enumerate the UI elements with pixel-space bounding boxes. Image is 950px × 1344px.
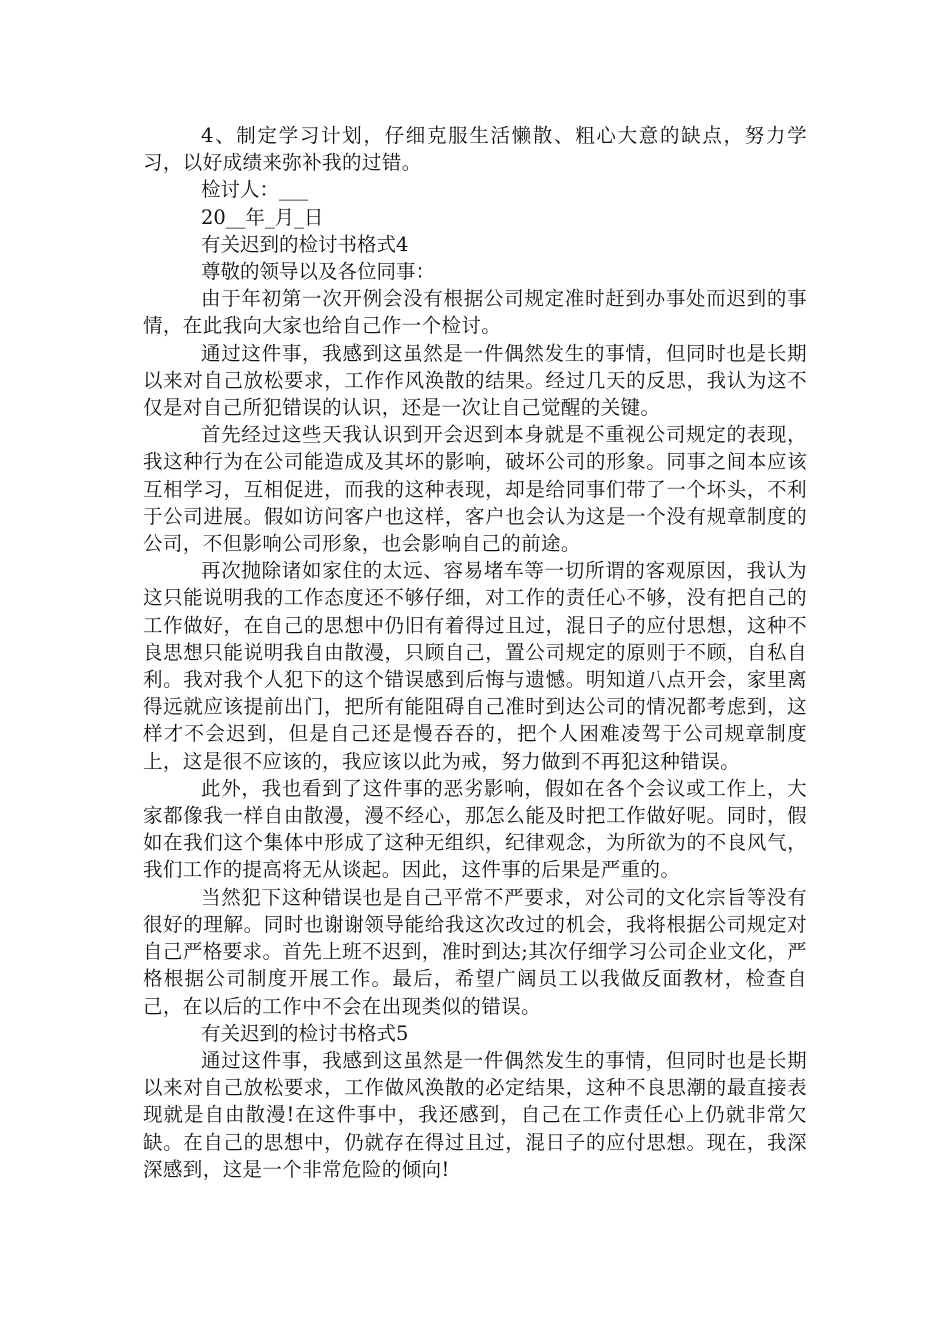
paragraph-6: 当然犯下这种错误也是自己平常不严要求，对公司的文化宗旨等没有很好的理解。同时也谢谢领导能给我这次改过的机会，我将根据公司规定对自己严格要求。首先上班不迟到，准时到达;其次仔细学习公司企业文化，严格根据公司制度开展工作。最后，希望广阔员工以我做反面教材，检查自己，在以后的工作中不会在出现类似的错误。 bbox=[143, 885, 807, 1018]
document-page bbox=[143, 122, 807, 1183]
paragraph-7: 通过这件事，我感到这虽然是一件偶然发生的事情，但同时也是长期以来对自己放松要求，工作做风涣散的必定结果，这种不良思潮的最直接表现就是自由散漫!在这件事中，我还感到，自己在工作责任心上仍就非常欠缺。在自己的思想中，仍就存在得过且过，混日子的应付思想。现在，我深深感到，这是一个非常危险的倾向! bbox=[143, 1048, 807, 1181]
section-heading-5: 有关迟到的检讨书格式5 bbox=[201, 1021, 409, 1045]
intro-paragraph: 4、制定学习计划，仔细克服生活懒散、粗心大意的缺点，努力学习，以好成绩来弥补我的过错。 bbox=[143, 124, 807, 175]
signature-line: 检讨人：___ bbox=[201, 178, 309, 202]
section-heading-4: 有关迟到的检讨书格式4 bbox=[201, 232, 409, 256]
paragraph-2: 通过这件事，我感到这虽然是一件偶然发生的事情，但同时也是长期以来对自己放松要求，工作作风涣散的结果。经过几天的反思，我认为这不仅是对自己所犯错误的认识，还是一次让自己觉醒的关键。 bbox=[143, 341, 807, 420]
paragraph-5: 此外，我也看到了这件事的恶劣影响，假如在各个会议或工作上，大家都像我一样自由散漫，漫不经心，那怎么能及时把工作做好呢。同时，假如在我们这个集体中形成了这种无组织，纪律观念，为所欲为的不良风气，我们工作的提高将无从谈起。因此，这件事的后果是严重的。 bbox=[143, 776, 807, 882]
paragraph-3: 首先经过这些天我认识到开会迟到本身就是不重视公司规定的表现，我这种行为在公司能造成及其坏的影响，破坏公司的形象。同事之间本应该互相学习，互相促进，而我的这种表现，却是给同事们带了一个坏头，不利于公司进展。假如访问客户也这样，客户也会认为这是一个没有规章制度的公司，不但影响公司形象，也会影响自己的前途。 bbox=[143, 423, 807, 556]
date-line: 20__年_月_日 bbox=[201, 205, 324, 229]
paragraph-4: 再次抛除诸如家住的太远、容易堵车等一切所谓的客观原因，我认为这只能说明我的工作态度还不够仔细，对工作的责任心不够，没有把自己的工作做好，在自己的思想中仍旧有着得过且过，混日子的应付思想，这种不良思想只能说明我自由散漫，只顾自己，置公司规定的原则于不顾，自私自利。我对我个人犯下的这个错误感到后悔与遗憾。明知道八点开会，家里离得远就应该提前出门，把所有能阻碍自己准时到达公司的情况都考虑到，这样才不会迟到，但是自己还是慢吞吞的，把个人困难凌驾于公司规章制度上，这是很不应该的，我应该以此为戒，努力做到不再犯这种错误。 bbox=[143, 559, 807, 773]
salutation: 尊敬的领导以及各位同事： bbox=[201, 260, 436, 284]
paragraph-1: 由于年初第一次开例会没有根据公司规定准时赶到办事处而迟到的事情，在此我向大家也给自己作一个检讨。 bbox=[143, 287, 807, 338]
